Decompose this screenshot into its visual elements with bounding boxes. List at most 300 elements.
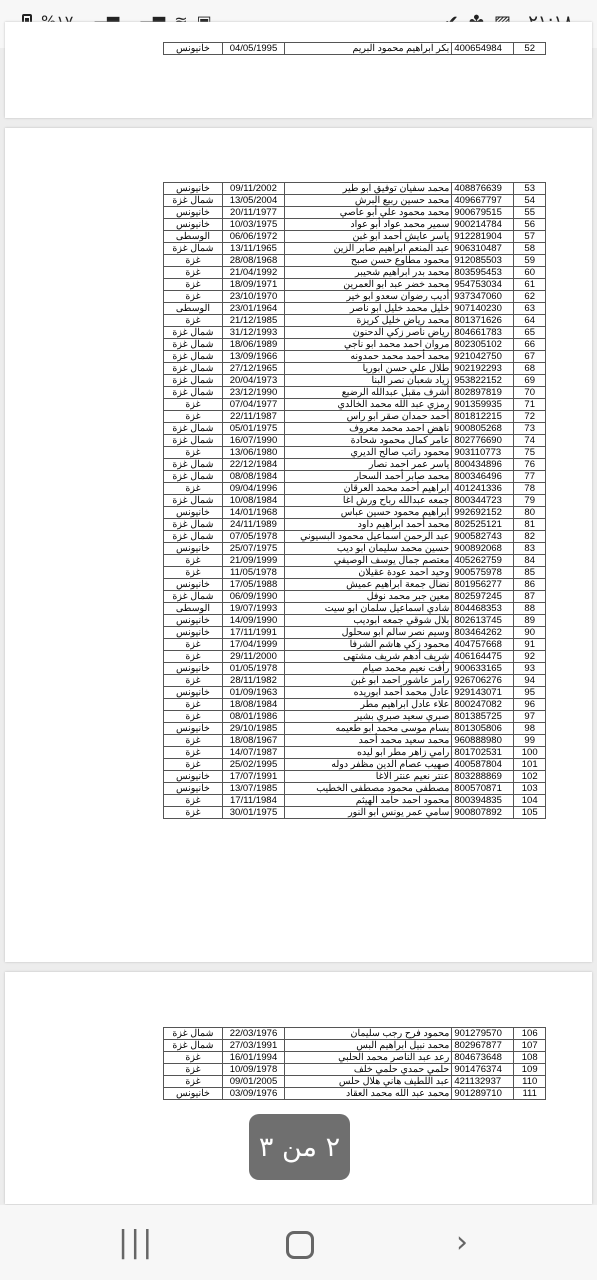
name-cell: عبد اللطيف هاني هلال حلس [336, 1076, 452, 1088]
table-row [164, 735, 546, 747]
date-cell: 17/04/1999 [222, 639, 284, 651]
row-number-cell: 80 [514, 507, 546, 519]
city-cell: غزة [164, 699, 223, 711]
id-cell: 800570871 [452, 783, 514, 795]
name-cell: محمد بدر ابراهيم شحيبر [336, 267, 452, 279]
id-cell: 400587804 [452, 759, 514, 771]
date-cell: 18/08/1984 [222, 699, 284, 711]
spacer-cell [285, 507, 336, 519]
id-cell: 900633165 [452, 663, 514, 675]
document-page-2[interactable] [5, 128, 592, 962]
row-number-cell: 88 [514, 603, 546, 615]
city-cell: خانيونس [164, 543, 223, 555]
date-cell: 29/11/2000 [222, 651, 284, 663]
name-cell: أديب رضوان سعدو ابو خير [336, 291, 452, 303]
spacer-cell [285, 363, 336, 375]
date-cell: 09/04/1996 [222, 483, 284, 495]
spacer-cell [285, 495, 336, 507]
date-cell: 24/11/1989 [222, 519, 284, 531]
table-row [164, 303, 546, 315]
spacer-cell [285, 207, 336, 219]
city-cell: غزة [164, 399, 223, 411]
row-number-cell: 95 [514, 687, 546, 699]
document-page-1[interactable] [5, 22, 592, 118]
name-cell: معين جبر محمد نوفل [336, 591, 452, 603]
spacer-cell [285, 183, 336, 195]
date-cell: 23/12/1990 [222, 387, 284, 399]
city-cell: شمال غزة [164, 243, 223, 255]
city-cell: غزة [164, 291, 223, 303]
city-cell: الوسطى [164, 303, 223, 315]
date-cell: 27/03/1991 [222, 1040, 284, 1052]
name-cell: رياض ناصر زكي الدحنون [336, 327, 452, 339]
date-cell: 22/11/1987 [222, 411, 284, 423]
table-row [164, 423, 546, 435]
name-cell: محمود مطاوع حسن صبح [336, 255, 452, 267]
name-cell: معتصم جمال يوسف الوصيفي [336, 555, 452, 567]
spacer-cell [285, 195, 336, 207]
table-row [164, 531, 546, 543]
row-number-cell: 58 [514, 243, 546, 255]
table-row [164, 459, 546, 471]
date-cell: 28/11/1982 [222, 675, 284, 687]
table-row [164, 351, 546, 363]
city-cell: خانيونس [164, 1088, 223, 1100]
city-cell: شمال غزة [164, 387, 223, 399]
date-cell: 10/03/1975 [222, 219, 284, 231]
table-row [164, 315, 546, 327]
table-row [164, 375, 546, 387]
id-cell: 803595453 [452, 267, 514, 279]
name-cell: ياسر عايش أحمد ابو غبن [336, 231, 452, 243]
name-cell: بسام موسى محمد ابو طعيمه [336, 723, 452, 735]
city-cell: شمال غزة [164, 423, 223, 435]
id-cell: 902192293 [452, 363, 514, 375]
table-row [164, 43, 546, 55]
id-cell: 901289710 [452, 1088, 514, 1100]
city-cell: غزة [164, 279, 223, 291]
city-cell: غزة [164, 759, 223, 771]
id-cell: 804661783 [452, 327, 514, 339]
row-number-cell: 71 [514, 399, 546, 411]
spacer-cell [285, 459, 336, 471]
date-cell: 23/10/1970 [222, 291, 284, 303]
id-cell: 401241336 [452, 483, 514, 495]
row-number-cell: 83 [514, 543, 546, 555]
city-cell: الوسطى [164, 603, 223, 615]
table-row [164, 243, 546, 255]
row-number-cell: 72 [514, 411, 546, 423]
id-cell: 408876639 [452, 183, 514, 195]
city-cell: شمال غزة [164, 1040, 223, 1052]
table-row [164, 1064, 546, 1076]
spacer-cell [285, 543, 336, 555]
row-number-cell: 79 [514, 495, 546, 507]
table-row [164, 483, 546, 495]
name-cell: محمد أحمد ابراهيم داود [336, 519, 452, 531]
date-cell: 21/04/1992 [222, 267, 284, 279]
spacer-cell [285, 807, 336, 819]
name-cell: محمد عبد الله محمد العقاد [336, 1088, 452, 1100]
id-cell: 421132937 [452, 1076, 514, 1088]
id-cell: 926706276 [452, 675, 514, 687]
city-cell: خانيونس [164, 663, 223, 675]
city-cell: غزة [164, 447, 223, 459]
navigation-bar [0, 1205, 597, 1280]
row-number-cell: 75 [514, 447, 546, 459]
name-cell: رعد عبد الناصر محمد الحلبي [336, 1052, 452, 1064]
row-number-cell: 101 [514, 759, 546, 771]
city-cell: خانيونس [164, 219, 223, 231]
id-cell: 953822152 [452, 375, 514, 387]
table-row [164, 639, 546, 651]
date-cell: 25/02/1995 [222, 759, 284, 771]
city-cell: شمال غزة [164, 363, 223, 375]
table-row [164, 591, 546, 603]
row-number-cell: 73 [514, 423, 546, 435]
spacer-cell [285, 651, 336, 663]
city-cell: شمال غزة [164, 519, 223, 531]
id-cell: 954753034 [452, 279, 514, 291]
table-row [164, 579, 546, 591]
spacer-cell [285, 1076, 336, 1088]
date-cell: 01/05/1978 [222, 663, 284, 675]
row-number-cell: 65 [514, 327, 546, 339]
table-row [164, 1040, 546, 1052]
spacer-cell [285, 591, 336, 603]
table-row [164, 687, 546, 699]
name-cell: محمد حسين ربيع البرش [336, 195, 452, 207]
row-number-cell: 108 [514, 1052, 546, 1064]
id-cell: 802776690 [452, 435, 514, 447]
table-row [164, 615, 546, 627]
name-cell: محمد نبيل ابراهيم البس [336, 1040, 452, 1052]
row-number-cell: 55 [514, 207, 546, 219]
row-number-cell: 54 [514, 195, 546, 207]
spacer-cell [285, 711, 336, 723]
date-cell: 28/08/1968 [222, 255, 284, 267]
date-cell: 25/07/1975 [222, 543, 284, 555]
id-cell: 900214784 [452, 219, 514, 231]
name-cell: زياد شعبان نصر البنا [336, 375, 452, 387]
row-number-cell: 82 [514, 531, 546, 543]
id-cell: 804673648 [452, 1052, 514, 1064]
spacer-cell [285, 219, 336, 231]
table-row [164, 543, 546, 555]
id-cell: 802305102 [452, 339, 514, 351]
name-cell: سمير محمد عواد أبو عواد [336, 219, 452, 231]
date-cell: 30/01/1975 [222, 807, 284, 819]
date-cell: 08/01/1986 [222, 711, 284, 723]
spacer-cell [285, 1040, 336, 1052]
name-cell: محمد سعيد محمد أحمد [336, 735, 452, 747]
id-cell: 900575978 [452, 567, 514, 579]
city-cell: شمال غزة [164, 375, 223, 387]
spacer-cell [285, 759, 336, 771]
table-row [164, 219, 546, 231]
date-cell: 07/04/1977 [222, 399, 284, 411]
name-cell: ناهض احمد محمد معروف [336, 423, 452, 435]
name-cell: رامز عاشور احمد ابو غبن [336, 675, 452, 687]
date-cell: 16/07/1990 [222, 435, 284, 447]
spacer-cell [285, 639, 336, 651]
spacer-cell [285, 1088, 336, 1100]
city-cell: غزة [164, 747, 223, 759]
row-number-cell: 56 [514, 219, 546, 231]
name-cell: خليل محمد خليل ابو ناصر [336, 303, 452, 315]
back-icon[interactable]: › [456, 1225, 468, 1260]
name-cell: صبري سعيد صبري بشير [336, 711, 452, 723]
spacer-cell [285, 687, 336, 699]
date-cell: 17/11/1984 [222, 795, 284, 807]
date-cell: 18/08/1967 [222, 735, 284, 747]
row-number-cell: 102 [514, 771, 546, 783]
spacer-cell [285, 279, 336, 291]
table-row [164, 651, 546, 663]
page-indicator: ٢ من ٣ [249, 1114, 350, 1180]
table-row [164, 435, 546, 447]
name-cell: محمد خضر عبد ابو العمرين [336, 279, 452, 291]
id-cell: 803288869 [452, 771, 514, 783]
name-cell: طلال علي حسن ابوريا [336, 363, 452, 375]
id-cell: 404757668 [452, 639, 514, 651]
date-cell: 16/01/1994 [222, 1052, 284, 1064]
table-row [164, 195, 546, 207]
name-cell: محمد محمود علي أبو عاصي [336, 207, 452, 219]
table-row [164, 663, 546, 675]
date-cell: 13/07/1985 [222, 783, 284, 795]
id-cell: 802597245 [452, 591, 514, 603]
table-row [164, 759, 546, 771]
id-cell: 409667797 [452, 195, 514, 207]
table-row [164, 363, 546, 375]
table-row [164, 291, 546, 303]
city-cell: خانيونس [164, 687, 223, 699]
spacer-cell [285, 747, 336, 759]
spacer-cell [285, 735, 336, 747]
table-row [164, 675, 546, 687]
date-cell: 29/10/1985 [222, 723, 284, 735]
table-row [164, 507, 546, 519]
spacer-cell [285, 1052, 336, 1064]
row-number-cell: 99 [514, 735, 546, 747]
spacer-cell [285, 315, 336, 327]
table-row [164, 207, 546, 219]
city-cell: غزة [164, 807, 223, 819]
row-number-cell: 103 [514, 783, 546, 795]
id-cell: 803464262 [452, 627, 514, 639]
id-cell: 901476374 [452, 1064, 514, 1076]
date-cell: 01/09/1963 [222, 687, 284, 699]
date-cell: 04/05/1995 [222, 43, 284, 55]
id-cell: 937347060 [452, 291, 514, 303]
spacer-cell [285, 579, 336, 591]
row-number-cell: 85 [514, 567, 546, 579]
date-cell: 13/05/2004 [222, 195, 284, 207]
table-row [164, 411, 546, 423]
row-number-cell: 93 [514, 663, 546, 675]
id-cell: 900807892 [452, 807, 514, 819]
spacer-cell [285, 567, 336, 579]
city-cell: غزة [164, 255, 223, 267]
city-cell: شمال غزة [164, 495, 223, 507]
id-cell: 801702531 [452, 747, 514, 759]
id-cell: 921042750 [452, 351, 514, 363]
spacer-cell [285, 795, 336, 807]
row-number-cell: 87 [514, 591, 546, 603]
name-cell: علاء عادل ابراهيم مطر [336, 699, 452, 711]
recent-apps-icon[interactable]: ||| [118, 1225, 155, 1260]
id-cell: 960888980 [452, 735, 514, 747]
home-icon[interactable] [286, 1231, 314, 1259]
city-cell: غزة [164, 267, 223, 279]
row-number-cell: 84 [514, 555, 546, 567]
table-row [164, 1088, 546, 1100]
date-cell: 14/01/1968 [222, 507, 284, 519]
id-cell: 802613745 [452, 615, 514, 627]
date-cell: 13/09/1966 [222, 351, 284, 363]
spacer-cell [285, 399, 336, 411]
name-cell: عبد الرحمن اسماعيل محمود البسيوني [336, 531, 452, 543]
name-cell: ياسر عمر احمد نصار [336, 459, 452, 471]
id-cell: 801385725 [452, 711, 514, 723]
date-cell: 06/09/1990 [222, 591, 284, 603]
city-cell: شمال غزة [164, 531, 223, 543]
city-cell: شمال غزة [164, 471, 223, 483]
city-cell: غزة [164, 639, 223, 651]
table-row [164, 1052, 546, 1064]
name-cell: سامي عمر يونس ابو النور [336, 807, 452, 819]
spacer-cell [285, 519, 336, 531]
id-cell: 405262759 [452, 555, 514, 567]
date-cell: 20/04/1973 [222, 375, 284, 387]
city-cell: غزة [164, 555, 223, 567]
name-cell: ابراهيم أحمد محمد العرقان [336, 483, 452, 495]
row-number-cell: 104 [514, 795, 546, 807]
city-cell: شمال غزة [164, 339, 223, 351]
table-row [164, 795, 546, 807]
spacer-cell [285, 291, 336, 303]
name-cell: ابراهيم محمود حسين عباس [336, 507, 452, 519]
city-cell: شمال غزة [164, 195, 223, 207]
spacer-cell [285, 375, 336, 387]
spacer-cell [285, 447, 336, 459]
id-cell: 907140230 [452, 303, 514, 315]
id-cell: 800247082 [452, 699, 514, 711]
date-cell: 22/03/1976 [222, 1028, 284, 1040]
name-cell: محمد صابر أحمد السحار [336, 471, 452, 483]
table-row [164, 183, 546, 195]
spacer-cell [285, 771, 336, 783]
table-row [164, 267, 546, 279]
city-cell: خانيونس [164, 507, 223, 519]
table-row [164, 231, 546, 243]
id-cell: 800346496 [452, 471, 514, 483]
table-row [164, 807, 546, 819]
name-cell: حلمي حمدي حلمي خلف [336, 1064, 452, 1076]
date-cell: 27/12/1965 [222, 363, 284, 375]
name-cell: محمود زكي هاشم الشرفا [336, 639, 452, 651]
city-cell: شمال غزة [164, 459, 223, 471]
date-cell: 08/08/1984 [222, 471, 284, 483]
date-cell: 17/11/1991 [222, 627, 284, 639]
date-cell: 17/05/1988 [222, 579, 284, 591]
city-cell: غزة [164, 315, 223, 327]
row-number-cell: 57 [514, 231, 546, 243]
date-cell: 03/09/1976 [222, 1088, 284, 1100]
date-cell: 09/01/2005 [222, 1076, 284, 1088]
name-cell: أحمد حمدان صقر ابو راس [336, 411, 452, 423]
table-row [164, 519, 546, 531]
name-cell: بكر ابراهيم محمود البريم [336, 43, 452, 55]
date-cell: 21/09/1999 [222, 555, 284, 567]
city-cell: شمال غزة [164, 435, 223, 447]
spacer-cell [285, 231, 336, 243]
id-cell: 901359935 [452, 399, 514, 411]
row-number-cell: 64 [514, 315, 546, 327]
row-number-cell: 76 [514, 459, 546, 471]
id-cell: 400654984 [452, 43, 514, 55]
id-cell: 800394835 [452, 795, 514, 807]
spacer-cell [285, 699, 336, 711]
row-number-cell: 107 [514, 1040, 546, 1052]
row-number-cell: 91 [514, 639, 546, 651]
row-number-cell: 77 [514, 471, 546, 483]
table-row [164, 387, 546, 399]
name-cell: مصطفى محمود مصطفى الخطيب [336, 783, 452, 795]
city-cell: خانيونس [164, 627, 223, 639]
spacer-cell [285, 1064, 336, 1076]
names-table [163, 1027, 546, 1100]
row-number-cell: 105 [514, 807, 546, 819]
id-cell: 900679515 [452, 207, 514, 219]
city-cell: غزة [164, 675, 223, 687]
spacer-cell [285, 627, 336, 639]
id-cell: 912281904 [452, 231, 514, 243]
table-row [164, 471, 546, 483]
table-row [164, 555, 546, 567]
name-cell: محمود فرح رجب سليمان [336, 1028, 452, 1040]
table-row [164, 771, 546, 783]
city-cell: غزة [164, 651, 223, 663]
spacer-cell [285, 411, 336, 423]
id-cell: 801371626 [452, 315, 514, 327]
table-row [164, 447, 546, 459]
id-cell: 906310487 [452, 243, 514, 255]
row-number-cell: 66 [514, 339, 546, 351]
id-cell: 802897819 [452, 387, 514, 399]
date-cell: 09/11/2002 [222, 183, 284, 195]
row-number-cell: 62 [514, 291, 546, 303]
table-row [164, 567, 546, 579]
table-row [164, 711, 546, 723]
date-cell: 31/12/1993 [222, 327, 284, 339]
spacer-cell [285, 555, 336, 567]
row-number-cell: 60 [514, 267, 546, 279]
date-cell: 05/01/1975 [222, 423, 284, 435]
date-cell: 14/07/1987 [222, 747, 284, 759]
id-cell: 802967877 [452, 1040, 514, 1052]
city-cell: غزة [164, 735, 223, 747]
date-cell: 23/01/1964 [222, 303, 284, 315]
name-cell: رامي زاهر مطر ابو ليده [336, 747, 452, 759]
spacer-cell [285, 43, 336, 55]
table-row [164, 1028, 546, 1040]
table-row [164, 603, 546, 615]
date-cell: 21/12/1985 [222, 315, 284, 327]
name-cell: عنتر نعيم عنتر الاغا [336, 771, 452, 783]
city-cell: خانيونس [164, 579, 223, 591]
